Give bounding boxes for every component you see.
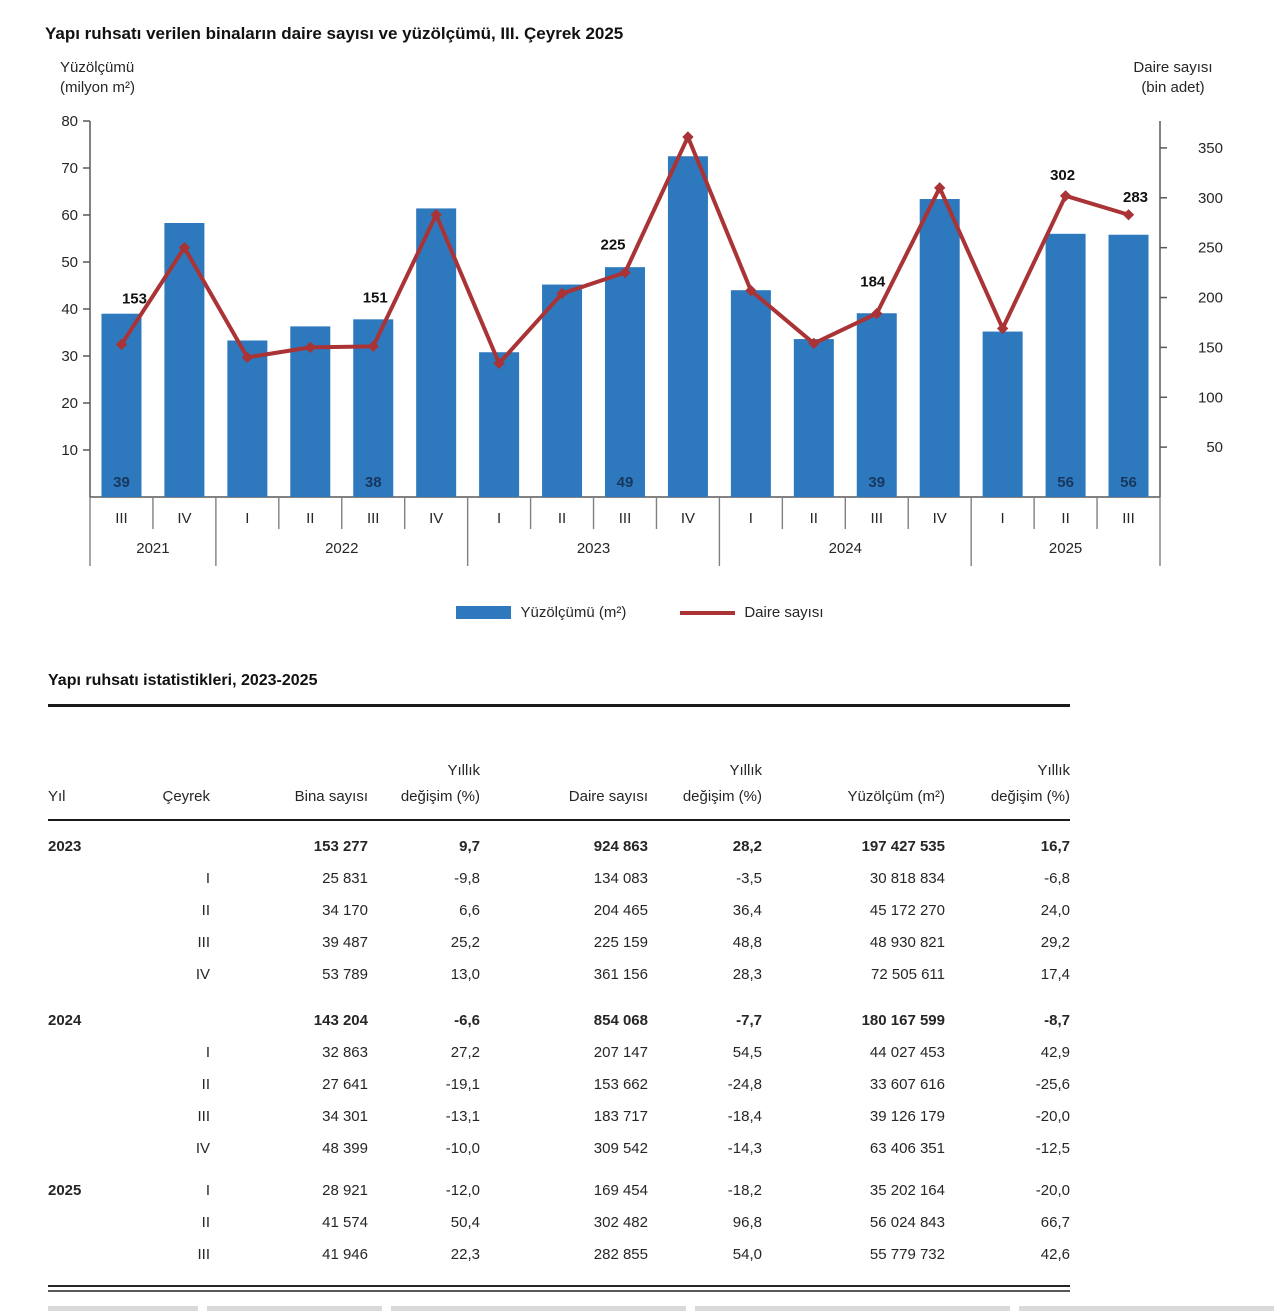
year-cell — [48, 1207, 138, 1239]
legend-item-line — [680, 604, 823, 621]
value-cell: 225 159 — [593, 934, 648, 951]
cutoff-cell — [207, 1306, 382, 1311]
value-cell: 9,7 — [459, 838, 480, 855]
value-cell: 34 170 — [322, 902, 368, 919]
right-tick-label: 50 — [1206, 439, 1223, 457]
quarter-cell — [138, 831, 210, 863]
column-header-top: Yıllık — [729, 762, 762, 779]
value-cell: 96,8 — [732, 1214, 762, 1231]
quarter-label: II — [306, 510, 315, 527]
value-cell: -13,1 — [445, 1108, 480, 1125]
legend-item-area — [456, 604, 626, 621]
value-cell: 143 204 — [313, 1012, 368, 1029]
statistics-table — [48, 660, 1070, 1292]
value-cell: 153 662 — [593, 1076, 648, 1093]
quarter-cell — [138, 1005, 210, 1037]
column-header: değişim (%) — [682, 788, 762, 805]
quarter-cell: IV — [195, 966, 210, 983]
left-tick-label: 80 — [61, 113, 78, 130]
bar-value-label: 38 — [364, 474, 382, 491]
cutoff-cell — [695, 1306, 1010, 1311]
legend-line-label: Daire sayısı — [744, 604, 824, 621]
value-cell: -6,8 — [1044, 870, 1070, 887]
value-cell: -6,6 — [454, 1012, 480, 1029]
quarter-cell: III — [197, 1246, 210, 1263]
column-header: Yıl — [48, 788, 66, 805]
line-value-label: 283 — [1123, 188, 1149, 206]
quarter-cell: II — [201, 1076, 210, 1093]
left-tick-label: 50 — [61, 254, 78, 271]
line-value-label: 153 — [121, 290, 147, 308]
year-cell: 2024 — [48, 1012, 82, 1029]
bar-swatch-icon — [456, 606, 511, 619]
quarter-label: IV — [177, 510, 192, 527]
value-cell: 169 454 — [593, 1182, 648, 1199]
value-cell: 41 574 — [322, 1214, 368, 1231]
year-cell: 2025 — [48, 1182, 82, 1199]
value-cell: -10,0 — [445, 1140, 480, 1157]
column-header-top — [480, 759, 648, 783]
table-row — [48, 1175, 1070, 1207]
left-axis-title-line2: (milyon m²) — [60, 79, 135, 96]
quarter-label: IV — [680, 510, 696, 527]
left-tick-label: 40 — [61, 301, 78, 318]
quarter-label: III — [1122, 510, 1135, 527]
right-axis-title-line2: (bin adet) — [1141, 79, 1205, 96]
bar — [794, 339, 834, 497]
quarter-label: I — [748, 510, 753, 527]
table-row — [48, 863, 1070, 895]
table-row — [48, 1207, 1070, 1239]
value-cell: 183 717 — [593, 1108, 648, 1125]
table-row — [48, 1005, 1070, 1037]
line-value-label: 302 — [1050, 166, 1076, 184]
bar — [731, 290, 771, 497]
value-cell: -3,5 — [736, 870, 762, 887]
left-tick-label: 60 — [61, 207, 78, 224]
bar — [542, 285, 582, 497]
value-cell: 72 505 611 — [871, 966, 945, 983]
table-row — [48, 895, 1070, 927]
bar-value-label: 39 — [113, 474, 130, 491]
bar-value-label: 39 — [868, 474, 886, 491]
column-header-top: Yıllık — [447, 762, 480, 779]
value-cell: 27 641 — [322, 1076, 368, 1093]
quarter-label: II — [809, 510, 818, 527]
value-cell: 204 465 — [593, 902, 648, 919]
quarter-cell: I — [205, 1182, 210, 1199]
table-row — [48, 1037, 1070, 1069]
year-label: 2021 — [136, 540, 170, 557]
table-row — [48, 1101, 1070, 1133]
left-tick-label: 20 — [61, 395, 78, 412]
year-cell: 2023 — [48, 838, 82, 855]
value-cell: 42,9 — [1040, 1044, 1070, 1061]
quarter-label: I — [245, 510, 250, 527]
column-header-top — [48, 759, 138, 783]
year-cell — [48, 1239, 138, 1271]
quarter-label: III — [366, 510, 380, 527]
value-cell: -12,5 — [1035, 1140, 1070, 1157]
value-cell: -12,0 — [445, 1182, 480, 1199]
column-header: Çeyrek — [162, 788, 210, 805]
quarter-label: III — [618, 510, 632, 527]
line-value-label: 184 — [860, 273, 886, 291]
value-cell: 153 277 — [313, 838, 368, 855]
value-cell: 22,3 — [450, 1246, 480, 1263]
value-cell: 39 487 — [322, 934, 368, 951]
left-tick-label: 30 — [61, 348, 78, 365]
value-cell: 28,3 — [732, 966, 762, 983]
year-cell — [48, 1037, 138, 1069]
value-cell: -20,0 — [1035, 1182, 1070, 1199]
value-cell: 39 126 179 — [869, 1108, 945, 1125]
value-cell: 13,0 — [450, 966, 480, 983]
point-marker-icon — [1123, 209, 1134, 220]
table-row — [48, 1239, 1070, 1271]
right-tick-label: 150 — [1197, 339, 1223, 357]
line-value-label: 225 — [600, 236, 626, 254]
table-row — [48, 1069, 1070, 1101]
table-bottom-rule — [48, 1285, 1070, 1292]
bar — [479, 352, 519, 497]
year-cell — [48, 1069, 138, 1101]
table-body — [48, 821, 1070, 1271]
year-cell — [48, 1133, 138, 1165]
value-cell: 302 482 — [593, 1214, 648, 1231]
year-cell — [48, 959, 138, 991]
bar-value-label: 49 — [616, 474, 634, 491]
line-swatch-icon — [680, 611, 735, 615]
value-cell: 24,0 — [1040, 902, 1070, 919]
value-cell: -20,0 — [1035, 1108, 1070, 1125]
left-tick-label: 10 — [61, 442, 78, 459]
year-cell — [48, 1101, 138, 1133]
year-cell — [48, 927, 138, 959]
left-axis-title-line1: Yüzölçümü — [60, 59, 135, 76]
year-label: 2023 — [576, 540, 611, 557]
cutoff-cell — [48, 1306, 198, 1311]
value-cell: 48 399 — [322, 1140, 368, 1157]
value-cell: 6,6 — [459, 902, 480, 919]
value-cell: 134 083 — [593, 870, 648, 887]
value-cell: 197 427 535 — [861, 838, 945, 855]
value-cell: 361 156 — [593, 966, 648, 983]
quarter-cell: II — [201, 902, 210, 919]
bar — [857, 313, 897, 497]
quarter-label: II — [557, 510, 567, 527]
value-cell: 309 542 — [593, 1140, 648, 1157]
value-cell: 32 863 — [322, 1044, 368, 1061]
right-tick-label: 200 — [1197, 289, 1223, 307]
value-cell: -18,4 — [727, 1108, 762, 1125]
column-header: Daire sayısı — [568, 788, 648, 805]
quarter-label: IV — [932, 510, 947, 527]
column-header: değişim (%) — [990, 788, 1070, 805]
column-header: değişim (%) — [400, 788, 480, 805]
value-cell: -7,7 — [736, 1012, 762, 1029]
year-cell — [48, 863, 138, 895]
column-header-top — [762, 759, 945, 783]
table-top-rule — [48, 704, 1070, 707]
value-cell: -24,8 — [727, 1076, 762, 1093]
cutoff-cell — [391, 1306, 686, 1311]
quarter-cell: III — [197, 1108, 210, 1125]
value-cell: -18,2 — [727, 1182, 762, 1199]
bar — [1046, 234, 1086, 497]
table-row — [48, 927, 1070, 959]
value-cell: 854 068 — [593, 1012, 648, 1029]
value-cell: -14,3 — [727, 1140, 762, 1157]
value-cell: 207 147 — [593, 1044, 648, 1061]
quarter-label: III — [870, 510, 884, 527]
value-cell: 66,7 — [1040, 1214, 1070, 1231]
column-header: Bina sayısı — [294, 788, 368, 805]
value-cell: 33 607 616 — [869, 1076, 945, 1093]
column-header-top — [138, 759, 210, 783]
bar — [164, 223, 204, 497]
value-cell: 282 855 — [593, 1246, 648, 1263]
value-cell: 29,2 — [1040, 934, 1070, 951]
right-tick-label: 350 — [1197, 139, 1223, 157]
value-cell: 27,2 — [450, 1044, 480, 1061]
value-cell: 63 406 351 — [869, 1140, 945, 1157]
value-cell: 30 818 834 — [869, 870, 945, 887]
value-cell: 36,4 — [732, 902, 762, 919]
right-tick-label: 100 — [1197, 389, 1223, 407]
quarter-label: II — [1061, 510, 1070, 527]
value-cell: 28,2 — [732, 838, 762, 855]
right-tick-label: 300 — [1197, 189, 1223, 207]
bar — [227, 340, 267, 497]
line-value-label: 151 — [362, 289, 388, 307]
value-cell: 54,5 — [732, 1044, 762, 1061]
bar-value-label: 56 — [1120, 474, 1137, 491]
column-header: Yüzölçüm (m²) — [847, 788, 945, 805]
year-label: 2025 — [1048, 540, 1083, 557]
value-cell: 41 946 — [322, 1246, 368, 1263]
right-tick-label: 250 — [1197, 239, 1223, 257]
value-cell: -8,7 — [1044, 1012, 1070, 1029]
table-title: Yapı ruhsatı istatistikleri, 2023-2025 — [48, 672, 318, 689]
value-cell: 180 167 599 — [861, 1012, 945, 1029]
quarter-label: I — [1000, 510, 1005, 527]
bar — [668, 156, 708, 497]
value-cell: 25,2 — [450, 934, 480, 951]
year-label: 2022 — [325, 540, 359, 557]
value-cell: 53 789 — [322, 966, 368, 983]
value-cell: -9,8 — [454, 870, 480, 887]
table-row — [48, 831, 1070, 863]
value-cell: 42,6 — [1040, 1246, 1070, 1263]
value-cell: 54,0 — [732, 1246, 762, 1263]
chart-legend — [0, 604, 1280, 621]
table-header — [48, 759, 1070, 821]
bar-value-label: 56 — [1057, 474, 1074, 491]
year-cell — [48, 895, 138, 927]
quarter-cell: I — [205, 1044, 210, 1061]
value-cell: 28 921 — [322, 1182, 368, 1199]
year-label: 2024 — [828, 540, 862, 557]
value-cell: 17,4 — [1040, 966, 1070, 983]
column-header-top: Yıllık — [1037, 762, 1070, 779]
bar — [920, 199, 960, 497]
value-cell: 924 863 — [593, 838, 648, 855]
value-cell: 34 301 — [322, 1108, 368, 1125]
value-cell: 55 779 732 — [869, 1246, 945, 1263]
right-axis-title-line1: Daire sayısı — [1133, 59, 1213, 76]
value-cell: 48,8 — [732, 934, 762, 951]
value-cell: -19,1 — [445, 1076, 480, 1093]
value-cell: 16,7 — [1040, 838, 1070, 855]
value-cell: 44 027 453 — [869, 1044, 945, 1061]
value-cell: 25 831 — [322, 870, 368, 887]
cutoff-row-fragment — [48, 1306, 1280, 1311]
quarter-cell: III — [197, 934, 210, 951]
quarter-label: III — [115, 510, 128, 527]
legend-area-label: Yüzölçümü (m²) — [520, 604, 627, 621]
value-cell: 56 024 843 — [869, 1214, 945, 1231]
chart-title: Yapı ruhsatı verilen binaların daire sayısı ve yüzölçümü, III. Çeyrek 2025 — [45, 24, 624, 43]
value-cell: 50,4 — [450, 1214, 480, 1231]
cutoff-cell — [1019, 1306, 1274, 1311]
left-tick-label: 70 — [61, 160, 78, 177]
quarter-label: I — [497, 510, 502, 527]
column-header-top — [210, 759, 368, 783]
value-cell: 45 172 270 — [869, 902, 945, 919]
bar — [1109, 235, 1149, 497]
bar — [605, 267, 645, 497]
value-cell: 35 202 164 — [869, 1182, 945, 1199]
value-cell: 48 930 821 — [869, 934, 945, 951]
value-cell: -25,6 — [1035, 1076, 1070, 1093]
quarter-cell: II — [201, 1214, 210, 1231]
quarter-label: IV — [429, 510, 444, 527]
quarter-cell: IV — [195, 1140, 210, 1157]
table-row — [48, 959, 1070, 991]
table-row — [48, 1133, 1070, 1165]
quarter-cell: I — [205, 870, 210, 887]
bar — [983, 332, 1023, 497]
